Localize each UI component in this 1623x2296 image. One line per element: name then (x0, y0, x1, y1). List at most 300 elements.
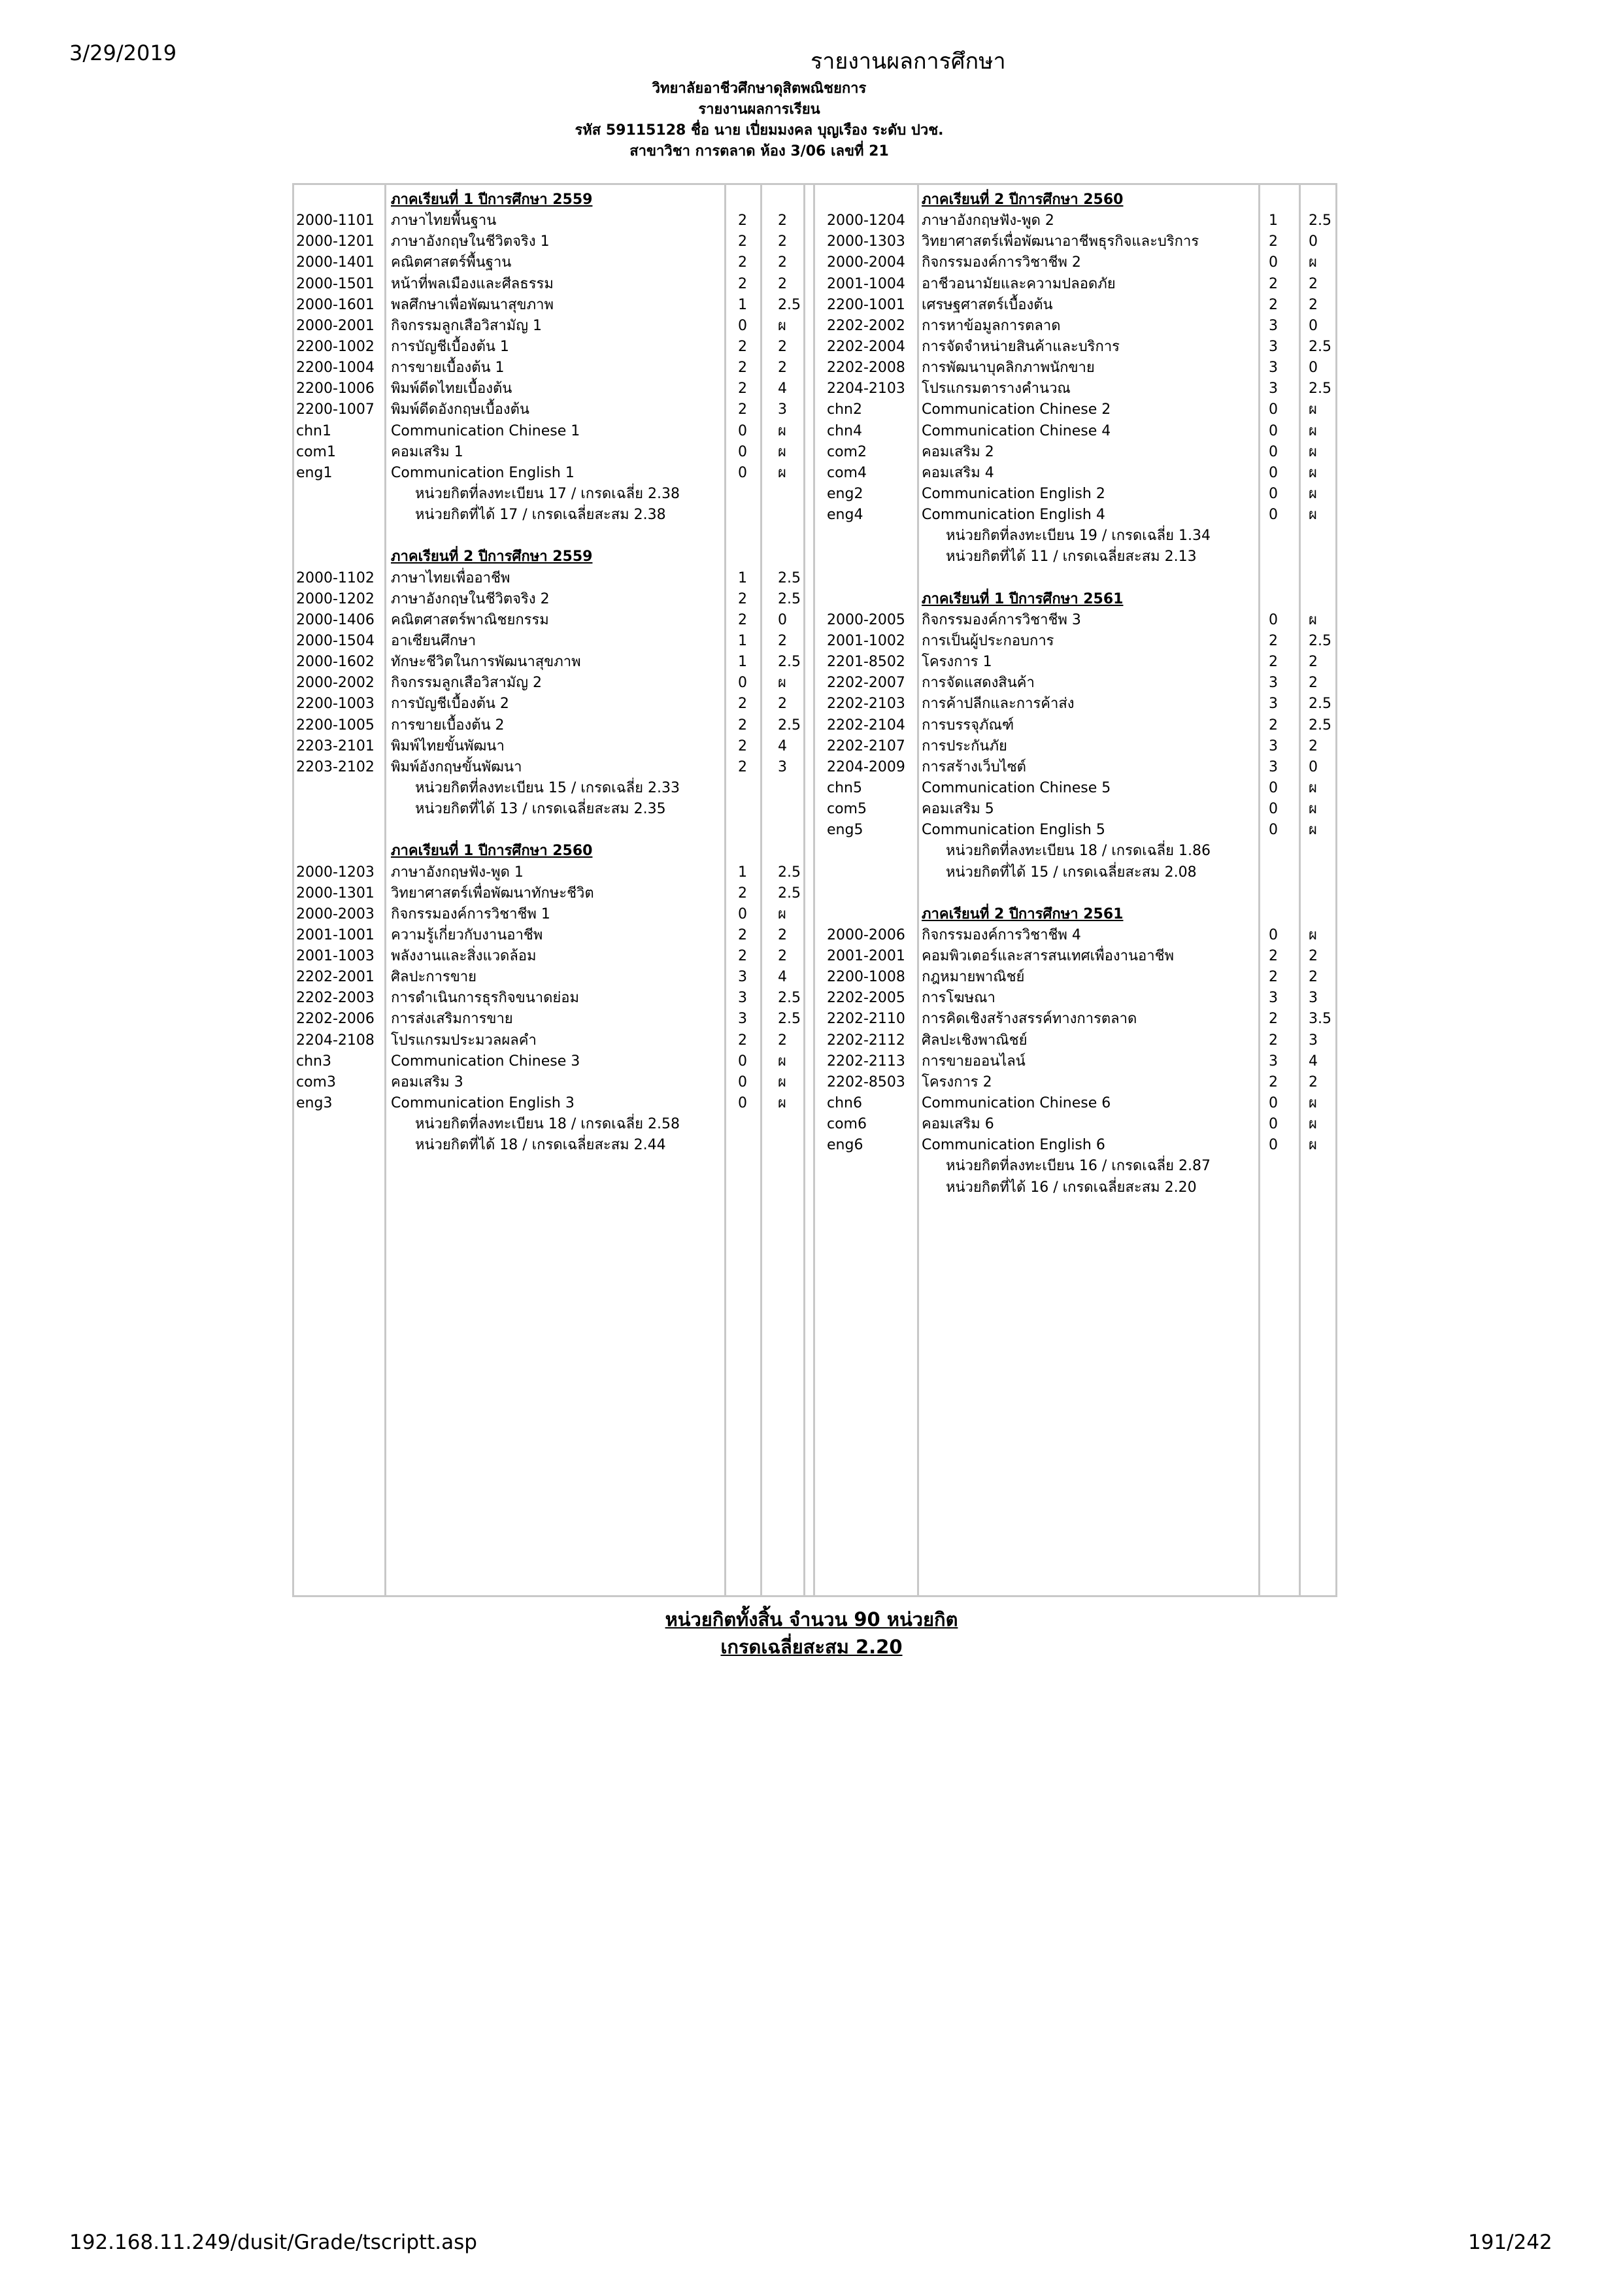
report-subtitle: รายงานผลการเรียน (698, 101, 820, 118)
course-row (296, 862, 806, 883)
course-grade: ผ (778, 443, 786, 460)
course-row (296, 883, 806, 904)
course-grade: ผ (1309, 464, 1317, 481)
course-code: chn6 (827, 1095, 862, 1112)
course-row (827, 1030, 1337, 1051)
course-name: การจัดแสดงสินค้า (922, 675, 1035, 692)
course-row (296, 463, 806, 484)
course-code: 2200-1002 (296, 338, 375, 355)
summary-text: หน่วยกิตที่ลงทะเบียน 16 / เกรดเฉลี่ย 2.87 (946, 1158, 1211, 1175)
course-code: chn4 (827, 422, 862, 439)
semester-heading (827, 190, 1337, 211)
course-row (296, 252, 806, 273)
course-row (827, 1114, 1337, 1135)
course-row (827, 316, 1337, 337)
total-credits: หน่วยกิตทั้งสิ้น จำนวน 90 หน่วยกิต (665, 1608, 958, 1630)
course-grade: ผ (778, 317, 786, 334)
course-credits: 0 (1269, 611, 1278, 628)
course-name: พิมพ์ดีดอังกฤษเบื้องต้น (391, 401, 529, 418)
course-code: 2203-2101 (296, 737, 375, 754)
course-row (296, 652, 806, 673)
course-credits: 0 (1269, 254, 1278, 271)
course-row (827, 1051, 1337, 1072)
semester-summary (827, 1177, 1337, 1198)
course-credits: 1 (1269, 212, 1278, 229)
course-row (827, 946, 1337, 967)
course-grade: ผ (778, 675, 786, 692)
course-name: การจัดจำหน่ายสินค้าและบริการ (922, 338, 1120, 355)
course-credits: 0 (738, 464, 747, 481)
semester-title: ภาคเรียนที่ 2 ปีการศึกษา 2559 (391, 549, 593, 566)
course-credits: 2 (738, 1032, 747, 1049)
course-credits: 2 (1269, 717, 1278, 734)
course-grade: 4 (1309, 1053, 1318, 1070)
summary-text: หน่วยกิตที่ได้ 18 / เกรดเฉลี่ยสะสม 2.44 (415, 1137, 666, 1154)
course-grade: 2 (1309, 275, 1318, 292)
course-row (827, 442, 1337, 463)
course-credits: 2 (738, 590, 747, 607)
semester-summary (827, 841, 1337, 862)
course-name: Communication English 3 (391, 1095, 575, 1112)
course-credits: 2 (738, 885, 747, 902)
course-code: 2000-2001 (296, 317, 375, 334)
course-grade: ผ (778, 1073, 786, 1090)
course-code: eng6 (827, 1137, 863, 1154)
course-name: โครงการ 1 (922, 654, 992, 671)
course-name: โปรแกรมประมวลผลคำ (391, 1032, 537, 1049)
course-code: 2202-2107 (827, 737, 905, 754)
course-grade: 2 (1309, 1073, 1318, 1090)
course-grade: 0 (1309, 360, 1318, 377)
course-grade: ผ (1309, 926, 1317, 943)
course-grade: 2 (778, 212, 787, 229)
course-code: com6 (827, 1116, 867, 1133)
course-name: คอมเสริม 4 (922, 464, 994, 481)
course-credits: 3 (1269, 380, 1278, 397)
course-row (827, 252, 1337, 273)
course-credits: 0 (1269, 443, 1278, 460)
course-credits: 0 (738, 1073, 747, 1090)
page-url: 192.168.11.249/dusit/Grade/tscriptt.asp (69, 2231, 477, 2254)
course-credits: 2 (738, 948, 747, 965)
course-code: 2000-1303 (827, 233, 905, 250)
cumulative-gpa: เกรดเฉลี่ยสะสม 2.20 (720, 1636, 903, 1658)
course-name: กิจกรรมลูกเสือวิสามัญ 2 (391, 675, 542, 692)
course-name: การสร้างเว็บไซต์ (922, 758, 1026, 775)
course-credits: 0 (738, 422, 747, 439)
course-name: พิมพ์ไทยขั้นพัฒนา (391, 737, 505, 754)
course-grade: 2 (778, 360, 787, 377)
course-row (296, 211, 806, 231)
course-credits: 0 (738, 443, 747, 460)
course-row (827, 379, 1337, 399)
course-name: กิจกรรมลูกเสือวิสามัญ 1 (391, 317, 542, 334)
course-credits: 3 (1269, 1053, 1278, 1070)
course-name: Communication Chinese 5 (922, 779, 1111, 796)
course-grade: ผ (1309, 507, 1317, 524)
course-name: การเป็นผู้ประกอบการ (922, 632, 1054, 649)
course-row (827, 211, 1337, 231)
course-code: 2001-1004 (827, 275, 905, 292)
course-credits: 2 (738, 275, 747, 292)
course-name: การส่งเสริมการขาย (391, 1011, 513, 1028)
course-row (827, 757, 1337, 778)
course-code: 2000-1203 (296, 864, 375, 881)
course-code: 2000-1602 (296, 654, 375, 671)
course-grade: 2.5 (778, 296, 801, 313)
course-row (827, 295, 1337, 316)
course-name: กิจกรรมองค์การวิชาชีพ 3 (922, 611, 1081, 628)
course-code: 2202-2112 (827, 1032, 905, 1049)
course-row (827, 820, 1337, 841)
course-grade: ผ (778, 422, 786, 439)
semester-summary (296, 484, 806, 505)
course-name: ศิลปะเชิงพาณิชย์ (922, 1032, 1028, 1049)
course-row (296, 421, 806, 442)
course-name: การขายเบื้องต้น 2 (391, 717, 505, 734)
course-row (827, 274, 1337, 295)
course-name: หน้าที่พลเมืองและศีลธรรม (391, 275, 554, 292)
course-name: ศิลปะการขาย (391, 969, 477, 986)
course-grade: 2.5 (1309, 338, 1331, 355)
course-row (296, 231, 806, 252)
course-row (296, 337, 806, 358)
course-code: 2000-1202 (296, 590, 375, 607)
course-name: กิจกรรมองค์การวิชาชีพ 2 (922, 254, 1081, 271)
course-grade: 0 (1309, 758, 1318, 775)
course-row (827, 421, 1337, 442)
course-code: 2204-2103 (827, 380, 905, 397)
course-name: Communication English 5 (922, 822, 1105, 839)
course-grade: 2 (778, 233, 787, 250)
course-credits: 3 (738, 1011, 747, 1028)
summary-text: หน่วยกิตที่ได้ 15 / เกรดเฉลี่ยสะสม 2.08 (946, 864, 1197, 881)
course-credits: 3 (738, 990, 747, 1007)
course-grade: 2 (1309, 675, 1318, 692)
course-row (296, 295, 806, 316)
course-name: Communication English 6 (922, 1137, 1105, 1154)
semester-summary (296, 505, 806, 526)
course-grade: 2.5 (778, 590, 801, 607)
course-grade: ผ (1309, 401, 1317, 418)
course-grade: 2 (1309, 969, 1318, 986)
course-row (827, 673, 1337, 694)
course-name: การบัญชีเบื้องต้น 2 (391, 696, 509, 713)
course-name: เศรษฐศาสตร์เบื้องต้น (922, 296, 1053, 313)
course-credits: 2 (1269, 1032, 1278, 1049)
course-code: chn3 (296, 1053, 331, 1070)
course-row (296, 399, 806, 420)
course-code: 2202-2104 (827, 717, 905, 734)
course-name: Communication Chinese 6 (922, 1095, 1111, 1112)
course-credits: 2 (738, 401, 747, 418)
course-credits: 3 (1269, 317, 1278, 334)
course-row (827, 1093, 1337, 1114)
course-credits: 2 (738, 758, 747, 775)
course-row (827, 358, 1337, 379)
course-grade: 3 (1309, 990, 1318, 1007)
course-row (296, 757, 806, 778)
course-code: 2000-1601 (296, 296, 375, 313)
course-row (827, 231, 1337, 252)
course-row (296, 631, 806, 652)
course-grade: 2 (1309, 296, 1318, 313)
course-credits: 0 (1269, 485, 1278, 502)
course-grade: 3 (778, 401, 787, 418)
semester-title: ภาคเรียนที่ 1 ปีการศึกษา 2559 (391, 192, 593, 208)
course-row (827, 337, 1337, 358)
course-code: 2000-1101 (296, 212, 375, 229)
course-credits: 0 (1269, 779, 1278, 796)
course-name: การประกันภัย (922, 737, 1007, 754)
course-credits: 2 (738, 696, 747, 713)
course-code: 2202-2110 (827, 1011, 905, 1028)
course-row (296, 904, 806, 925)
course-code: 2202-2002 (827, 317, 905, 334)
course-credits: 0 (1269, 1137, 1278, 1154)
course-code: 2000-1504 (296, 632, 375, 649)
course-name: การค้าปลีกและการค้าส่ง (922, 696, 1075, 713)
course-grade: 2 (778, 926, 787, 943)
course-row (296, 988, 806, 1009)
course-grade: 3 (778, 758, 787, 775)
course-row (296, 694, 806, 715)
course-name: การคิดเชิงสร้างสรรค์ทางการตลาด (922, 1011, 1137, 1028)
course-row (296, 316, 806, 337)
course-code: 2200-1008 (827, 969, 905, 986)
page-title: รายงานผลการศึกษา (811, 48, 1006, 75)
course-credits: 2 (1269, 969, 1278, 986)
course-credits: 2 (738, 212, 747, 229)
course-name: กฎหมายพาณิชย์ (922, 969, 1025, 986)
course-grade: 2 (778, 1032, 787, 1049)
course-row (296, 736, 806, 757)
course-name: ทักษะชีวิตในการพัฒนาสุขภาพ (391, 654, 581, 671)
course-row (296, 274, 806, 295)
summary-text: หน่วยกิตที่ได้ 16 / เกรดเฉลี่ยสะสม 2.20 (946, 1179, 1197, 1196)
course-name: Communication English 4 (922, 507, 1105, 524)
course-name: คอมเสริม 6 (922, 1116, 994, 1133)
course-credits: 0 (1269, 801, 1278, 818)
course-credits: 2 (1269, 1011, 1278, 1028)
course-row (296, 442, 806, 463)
course-code: 2202-2113 (827, 1053, 905, 1070)
course-grade: 3 (1309, 1032, 1318, 1049)
course-row (827, 505, 1337, 526)
course-code: 2203-2102 (296, 758, 375, 775)
course-credits: 1 (738, 296, 747, 313)
semester-title: ภาคเรียนที่ 1 ปีการศึกษา 2561 (922, 590, 1124, 607)
course-credits: 3 (1269, 675, 1278, 692)
summary-text: หน่วยกิตที่ลงทะเบียน 17 / เกรดเฉลี่ย 2.38 (415, 485, 680, 502)
course-name: พิมพ์อังกฤษขั้นพัฒนา (391, 758, 522, 775)
report-header (0, 78, 1623, 162)
course-name: การพัฒนาบุคลิกภาพนักขาย (922, 360, 1095, 377)
course-name: Communication English 1 (391, 464, 575, 481)
course-name: อาเซียนศึกษา (391, 632, 477, 649)
course-grade: ผ (1309, 801, 1317, 818)
semester-summary (827, 1156, 1337, 1177)
course-row (296, 1093, 806, 1114)
semester-heading (296, 547, 806, 567)
course-grade: 2 (1309, 654, 1318, 671)
course-code: 2200-1005 (296, 717, 375, 734)
course-credits: 2 (738, 233, 747, 250)
summary-text: หน่วยกิตที่ลงทะเบียน 18 / เกรดเฉลี่ย 2.58 (415, 1116, 680, 1133)
course-code: 2000-2003 (296, 905, 375, 922)
course-row (827, 988, 1337, 1009)
course-row (827, 925, 1337, 946)
course-grade: ผ (1309, 1116, 1317, 1133)
course-name: การดำเนินการธุรกิจขนาดย่อม (391, 990, 579, 1007)
semester-summary (296, 1135, 806, 1156)
course-grade: 2 (1309, 948, 1318, 965)
course-grade: ผ (1309, 611, 1317, 628)
course-name: คณิตศาสตร์พาณิชยกรรม (391, 611, 549, 628)
summary-text: หน่วยกิตที่ได้ 11 / เกรดเฉลี่ยสะสม 2.13 (946, 549, 1197, 566)
course-row (827, 967, 1337, 988)
course-code: com5 (827, 801, 867, 818)
course-grade: 4 (778, 737, 787, 754)
course-grade: 2.5 (778, 990, 801, 1007)
course-name: วิทยาศาสตร์เพื่อพัฒนาทักษะชีวิต (391, 885, 594, 902)
course-credits: 0 (1269, 507, 1278, 524)
summary-text: หน่วยกิตที่ลงทะเบียน 18 / เกรดเฉลี่ย 1.86 (946, 843, 1211, 860)
summary-text: หน่วยกิตที่ได้ 13 / เกรดเฉลี่ยสะสม 2.35 (415, 801, 666, 818)
course-credits: 0 (738, 905, 747, 922)
course-grade: ผ (1309, 822, 1317, 839)
course-credits: 3 (1269, 696, 1278, 713)
course-code: 2202-2005 (827, 990, 905, 1007)
course-row (296, 379, 806, 399)
course-grade: ผ (778, 905, 786, 922)
course-credits: 0 (738, 317, 747, 334)
course-code: 2204-2108 (296, 1032, 375, 1049)
course-grade: 2.5 (1309, 632, 1331, 649)
course-credits: 1 (738, 654, 747, 671)
course-code: eng3 (296, 1095, 333, 1112)
semester-heading (827, 589, 1337, 610)
course-grade: 4 (778, 380, 787, 397)
course-credits: 0 (1269, 1095, 1278, 1112)
course-name: ภาษาอังกฤษฟัง-พูด 1 (391, 864, 524, 881)
course-code: 2000-1301 (296, 885, 375, 902)
course-row (827, 694, 1337, 715)
totals (0, 1606, 1623, 1661)
course-row (296, 715, 806, 736)
course-grade: 2.5 (778, 569, 801, 586)
course-row (827, 463, 1337, 484)
semester-summary (827, 526, 1337, 547)
course-row (827, 1009, 1337, 1030)
course-code: chn2 (827, 401, 862, 418)
course-name: ภาษาไทยพื้นฐาน (391, 212, 497, 229)
spacer-row (827, 883, 1337, 904)
summary-text: หน่วยกิตที่ลงทะเบียน 15 / เกรดเฉลี่ย 2.33 (415, 779, 680, 796)
course-grade: 4 (778, 969, 787, 986)
course-grade: ผ (778, 1053, 786, 1070)
semester-summary (296, 1114, 806, 1135)
course-row (296, 1051, 806, 1072)
course-credits: 2 (738, 717, 747, 734)
course-grade: ผ (778, 1095, 786, 1112)
course-code: 2202-2004 (827, 338, 905, 355)
course-credits: 2 (738, 380, 747, 397)
course-name: คอมเสริม 5 (922, 801, 994, 818)
course-credits: 2 (1269, 632, 1278, 649)
course-name: คอมพิวเตอร์และสารสนเทศเพื่องานอาชีพ (922, 948, 1175, 965)
course-credits: 3 (738, 969, 747, 986)
course-credits: 0 (1269, 1116, 1278, 1133)
course-code: 2200-1007 (296, 401, 375, 418)
course-grade: 0 (1309, 317, 1318, 334)
course-code: com1 (296, 443, 336, 460)
course-name: การโฆษณา (922, 990, 996, 1007)
course-code: com3 (296, 1073, 336, 1090)
course-credits: 2 (738, 360, 747, 377)
course-credits: 0 (1269, 464, 1278, 481)
course-grade: ผ (1309, 779, 1317, 796)
course-grade: 2.5 (778, 717, 801, 734)
course-code: 2001-2001 (827, 948, 905, 965)
course-code: 2000-2005 (827, 611, 905, 628)
course-code: 2202-2007 (827, 675, 905, 692)
course-code: 2000-1401 (296, 254, 375, 271)
course-grade: ผ (1309, 254, 1317, 271)
course-name: ความรู้เกี่ยวกับงานอาชีพ (391, 926, 543, 943)
course-grade: 2.5 (778, 654, 801, 671)
course-row (296, 1009, 806, 1030)
course-name: ภาษาไทยเพื่ออาชีพ (391, 569, 510, 586)
course-grade: 0 (778, 611, 787, 628)
course-grade: 2 (778, 948, 787, 965)
course-grade: ผ (1309, 485, 1317, 502)
course-row (827, 778, 1337, 799)
course-name: คณิตศาสตร์พื้นฐาน (391, 254, 512, 271)
course-row (827, 1135, 1337, 1156)
course-grade: ผ (1309, 443, 1317, 460)
course-grade: ผ (1309, 1137, 1317, 1154)
course-code: 2000-1204 (827, 212, 905, 229)
course-credits: 2 (1269, 275, 1278, 292)
course-grade: 2.5 (1309, 380, 1331, 397)
course-name: พลศึกษาเพื่อพัฒนาสุขภาพ (391, 296, 554, 313)
course-row (296, 946, 806, 967)
course-credits: 2 (1269, 233, 1278, 250)
course-code: 2202-2003 (296, 990, 375, 1007)
course-name: ภาษาอังกฤษฟัง-พูด 2 (922, 212, 1054, 229)
course-name: กิจกรรมองค์การวิชาชีพ 4 (922, 926, 1081, 943)
course-name: พิมพ์ดีดไทยเบื้องต้น (391, 380, 512, 397)
summary-text: หน่วยกิตที่ลงทะเบียน 19 / เกรดเฉลี่ย 1.34 (946, 528, 1211, 545)
course-credits: 2 (738, 254, 747, 271)
course-row (296, 925, 806, 946)
course-code: 2000-1102 (296, 569, 375, 586)
course-code: 2000-2006 (827, 926, 905, 943)
course-code: 2001-1001 (296, 926, 375, 943)
semester-title: ภาคเรียนที่ 1 ปีการศึกษา 2560 (391, 843, 593, 860)
course-credits: 2 (738, 611, 747, 628)
course-credits: 3 (1269, 737, 1278, 754)
course-credits: 2 (738, 737, 747, 754)
course-credits: 1 (738, 864, 747, 881)
column-divider (813, 185, 815, 1595)
course-credits: 2 (1269, 296, 1278, 313)
course-row (827, 484, 1337, 505)
course-code: com2 (827, 443, 867, 460)
course-code: 2202-2006 (296, 1011, 375, 1028)
course-code: 2200-1004 (296, 360, 375, 377)
